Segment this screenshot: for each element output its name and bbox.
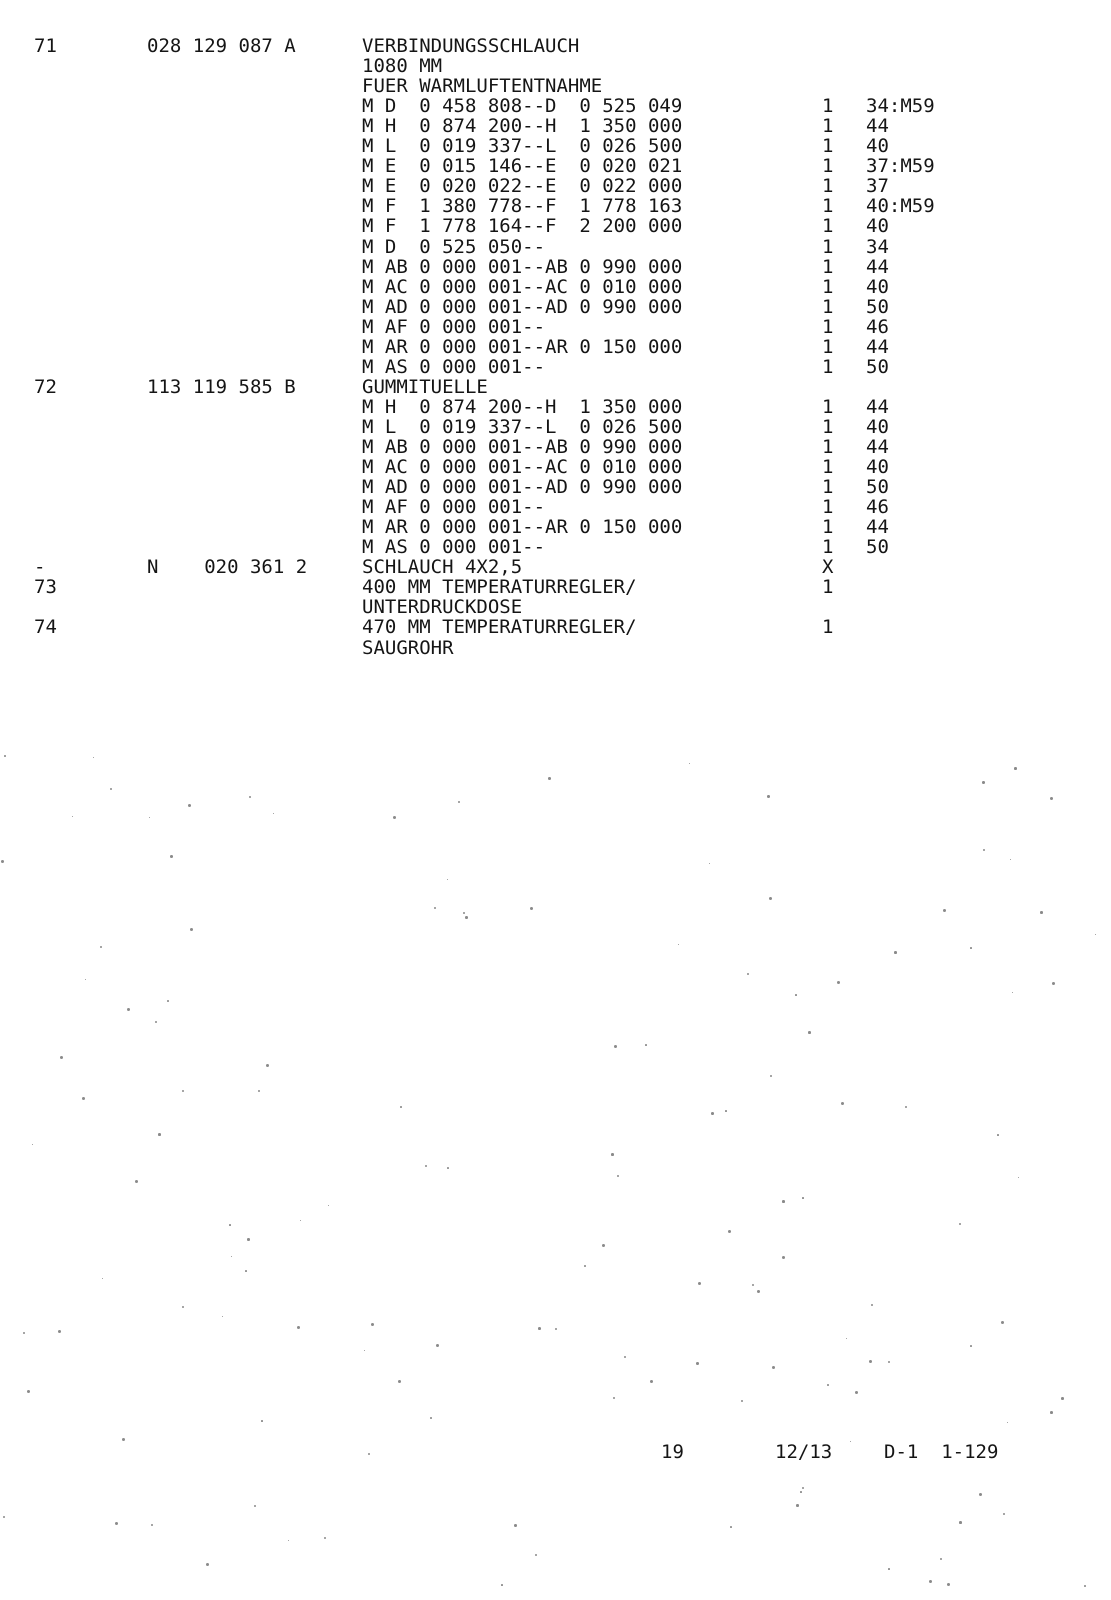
- scan-speck: [769, 897, 772, 900]
- scan-speck: [837, 981, 840, 984]
- scan-speck: [741, 1400, 743, 1402]
- scan-speck: [247, 1238, 250, 1241]
- scan-speck: [943, 909, 946, 912]
- scan-speck: [770, 1075, 772, 1077]
- row-position-number: 73: [34, 576, 57, 599]
- scan-speck: [72, 816, 73, 817]
- table-row: [0, 497, 1111, 517]
- scan-speck: [288, 1540, 289, 1541]
- row-quantity: 1: [822, 95, 834, 118]
- scan-speck: [1012, 992, 1013, 993]
- row-quantity: 1: [822, 476, 834, 499]
- scan-speck: [85, 979, 86, 980]
- row-quantity: 1: [822, 295, 834, 318]
- row-remark: 37:M59: [866, 155, 935, 178]
- scan-speck: [434, 907, 436, 909]
- table-row: [0, 357, 1111, 377]
- row-remark: 44: [866, 516, 889, 539]
- scan-speck: [800, 1491, 802, 1493]
- table-row: [0, 517, 1111, 537]
- row-remark: 44: [866, 335, 889, 358]
- table-row: [0, 216, 1111, 236]
- table-row: [0, 96, 1111, 116]
- row-remark: 44: [866, 115, 889, 138]
- scan-speck: [689, 763, 690, 764]
- table-row: [0, 577, 1111, 597]
- scan-speck: [328, 1205, 329, 1206]
- row-description: FUER WARMLUFTENTNAHME: [362, 75, 603, 98]
- scan-speck: [802, 1487, 804, 1489]
- scan-speck: [1040, 911, 1043, 914]
- scan-speck: [796, 1504, 799, 1507]
- scan-speck: [514, 1524, 517, 1527]
- scan-speck: [190, 928, 193, 931]
- row-quantity: 1: [822, 536, 834, 559]
- scan-speck: [772, 1366, 775, 1369]
- table-row: [0, 437, 1111, 457]
- scan-speck: [782, 1256, 785, 1259]
- row-remark: 40:M59: [866, 195, 935, 218]
- scan-speck: [273, 813, 274, 814]
- table-row: [0, 116, 1111, 136]
- row-description: M D 0 458 808--D 0 525 049: [362, 95, 683, 118]
- row-description: M AF 0 000 001--: [362, 496, 546, 519]
- scan-speck: [841, 1102, 844, 1105]
- scan-speck: [888, 1361, 890, 1363]
- scan-speck: [300, 1220, 301, 1221]
- row-description: M AD 0 000 001--AD 0 990 000: [362, 295, 683, 318]
- table-row: [0, 136, 1111, 156]
- scan-speck: [535, 1554, 537, 1556]
- table-row: [0, 317, 1111, 337]
- table-row: [0, 176, 1111, 196]
- scan-speck: [258, 1090, 260, 1092]
- scan-speck: [1050, 797, 1053, 800]
- scan-speck: [1095, 934, 1096, 935]
- row-description: M AR 0 000 001--AR 0 150 000: [362, 335, 683, 358]
- table-row: [0, 457, 1111, 477]
- scan-speck: [222, 1316, 223, 1317]
- row-remark: 34:M59: [866, 95, 935, 118]
- row-description: 470 MM TEMPERATURREGLER/: [362, 616, 637, 639]
- scan-speck: [149, 817, 150, 818]
- row-description: M F 1 778 164--F 2 200 000: [362, 215, 683, 238]
- row-description: SCHLAUCH 4X2,5: [362, 556, 523, 579]
- scan-speck: [1052, 982, 1055, 985]
- scan-speck: [947, 1583, 950, 1586]
- table-row: [0, 397, 1111, 417]
- scan-speck: [4, 755, 6, 757]
- scan-speck: [127, 1008, 130, 1011]
- row-quantity: 1: [822, 315, 834, 338]
- row-remark: 40: [866, 135, 889, 158]
- row-remark: 44: [866, 436, 889, 458]
- scan-speck: [151, 1524, 153, 1526]
- scan-speck: [1018, 1177, 1019, 1178]
- row-description: M E 0 020 022--E 0 022 000: [362, 175, 683, 198]
- scan-speck: [602, 1244, 605, 1247]
- row-description: M AB 0 000 001--AB 0 990 000: [362, 436, 683, 458]
- scan-speck: [929, 1580, 932, 1583]
- scan-speck: [249, 796, 251, 798]
- scan-speck: [135, 1180, 138, 1183]
- scan-speck: [698, 1282, 701, 1285]
- row-description: M E 0 015 146--E 0 020 021: [362, 155, 683, 178]
- scan-speck: [463, 912, 465, 914]
- row-position-number: 72: [34, 375, 57, 398]
- row-part-number: 113 119 585 B: [147, 375, 296, 398]
- row-quantity: 1: [822, 115, 834, 138]
- scan-speck: [158, 1133, 161, 1136]
- row-description: GUMMITUELLE: [362, 375, 488, 398]
- scan-speck: [624, 1356, 626, 1358]
- row-description: M AC 0 000 001--AC 0 010 000: [362, 456, 683, 479]
- row-remark: 40: [866, 275, 889, 298]
- row-description: M AS 0 000 001--: [362, 536, 546, 559]
- scan-speck: [93, 757, 94, 758]
- row-description: M AF 0 000 001--: [362, 315, 546, 338]
- scan-speck: [650, 1380, 653, 1383]
- scan-speck: [611, 1153, 614, 1156]
- row-quantity: 1: [822, 255, 834, 278]
- table-row: [0, 377, 1111, 397]
- scan-speck: [182, 1090, 184, 1092]
- row-quantity: 1: [822, 175, 834, 198]
- row-remark: 50: [866, 355, 889, 378]
- scan-speck: [982, 781, 985, 784]
- row-quantity: 1: [822, 395, 834, 418]
- scan-speck: [827, 1384, 829, 1386]
- table-row: [0, 257, 1111, 277]
- scan-speck: [229, 1224, 231, 1226]
- scan-speck: [1007, 1422, 1008, 1423]
- scan-speck: [364, 1350, 365, 1351]
- scan-speck: [747, 973, 749, 975]
- row-part-number: N 020 361 2: [147, 556, 308, 579]
- row-description: M AR 0 000 001--AR 0 150 000: [362, 516, 683, 539]
- row-quantity: 1: [822, 355, 834, 378]
- scan-speck: [1014, 767, 1017, 770]
- scan-speck: [458, 801, 460, 803]
- row-remark: 44: [866, 255, 889, 278]
- row-quantity: X: [822, 556, 834, 579]
- row-description: M H 0 874 200--H 1 350 000: [362, 395, 683, 418]
- scan-speck: [1050, 1411, 1053, 1414]
- scan-speck: [170, 855, 173, 858]
- scan-speck: [548, 777, 551, 780]
- row-quantity: 1: [822, 155, 834, 178]
- table-row: [0, 337, 1111, 357]
- scan-speck: [27, 1390, 30, 1393]
- row-remark: 40: [866, 415, 889, 438]
- scan-speck: [614, 1045, 617, 1048]
- scan-speck: [711, 1112, 714, 1115]
- scan-speck: [167, 1000, 169, 1002]
- row-description: M F 1 380 778--F 1 778 163: [362, 195, 683, 218]
- scan-speck: [400, 1106, 402, 1108]
- row-quantity: 1: [822, 275, 834, 298]
- row-description: M L 0 019 337--L 0 026 500: [362, 415, 683, 438]
- row-position-number: 74: [34, 616, 57, 639]
- footer-document-code: D-1 1-129: [884, 1441, 999, 1463]
- row-description: M AD 0 000 001--AD 0 990 000: [362, 476, 683, 499]
- row-remark: 40: [866, 456, 889, 479]
- table-row: [0, 156, 1111, 176]
- row-quantity: 1: [822, 415, 834, 438]
- scan-speck: [82, 1097, 85, 1100]
- table-row: [0, 537, 1111, 557]
- scan-speck: [1061, 1397, 1064, 1400]
- scan-speck: [60, 1056, 63, 1059]
- row-position-number: 71: [34, 35, 57, 57]
- scan-speck: [752, 1284, 754, 1286]
- scan-speck: [23, 1332, 25, 1334]
- scan-speck: [530, 907, 533, 910]
- scan-speck: [110, 788, 112, 790]
- scan-speck: [905, 1106, 907, 1108]
- row-remark: 46: [866, 315, 889, 338]
- scan-speck: [795, 994, 797, 996]
- scan-speck: [802, 1197, 804, 1199]
- scan-speck: [231, 1256, 232, 1257]
- scan-speck: [430, 1417, 432, 1419]
- scan-speck: [465, 916, 468, 919]
- table-row: [0, 638, 1111, 658]
- row-remark: 50: [866, 536, 889, 559]
- scan-speck: [1084, 1585, 1086, 1587]
- row-remark: 50: [866, 295, 889, 318]
- scan-speck: [1, 860, 4, 863]
- scan-speck: [115, 1522, 118, 1525]
- scan-speck: [617, 1175, 619, 1177]
- scan-speck: [696, 1362, 699, 1365]
- scan-speck: [1003, 1513, 1005, 1515]
- scan-speck: [613, 1397, 615, 1399]
- row-quantity: 1: [822, 215, 834, 238]
- scan-speck: [102, 1278, 103, 1279]
- scan-speck: [188, 804, 191, 807]
- scan-speck: [398, 1380, 401, 1383]
- scan-speck: [846, 1338, 847, 1339]
- row-description: UNTERDRUCKDOSE: [362, 596, 523, 619]
- row-remark: 40: [866, 215, 889, 238]
- footer-page-number: 19: [661, 1441, 684, 1463]
- row-quantity: 1: [822, 496, 834, 519]
- scan-speck: [182, 1306, 184, 1308]
- scan-speck: [1010, 859, 1011, 860]
- scan-speck: [436, 1344, 439, 1347]
- scan-speck: [297, 1326, 300, 1329]
- scan-speck: [730, 1526, 732, 1528]
- table-row: [0, 617, 1111, 637]
- scan-speck: [245, 1270, 247, 1272]
- row-quantity: 1: [822, 436, 834, 458]
- row-quantity: 1: [822, 235, 834, 258]
- scan-speck: [1001, 1321, 1004, 1324]
- row-description: M L 0 019 337--L 0 026 500: [362, 135, 683, 158]
- row-description: M AB 0 000 001--AB 0 990 000: [362, 255, 683, 278]
- row-quantity: 1: [822, 195, 834, 218]
- scan-speck: [959, 1521, 962, 1524]
- row-quantity: 1: [822, 335, 834, 358]
- table-row: [0, 297, 1111, 317]
- scan-speck: [767, 795, 770, 798]
- row-description: 1080 MM: [362, 55, 443, 78]
- scan-speck: [254, 1505, 256, 1507]
- row-remark: 50: [866, 476, 889, 499]
- row-description: M AS 0 000 001--: [362, 355, 546, 378]
- scan-speck: [447, 1167, 449, 1169]
- row-quantity: 1: [822, 135, 834, 158]
- scan-speck: [393, 816, 396, 819]
- table-row: [0, 56, 1111, 76]
- scan-speck: [970, 1345, 972, 1347]
- table-row: [0, 277, 1111, 297]
- scan-speck: [725, 1110, 727, 1112]
- row-part-number: 028 129 087 A: [147, 35, 296, 57]
- scan-speck: [782, 1200, 785, 1203]
- scan-speck: [894, 951, 897, 954]
- row-quantity: 1: [822, 616, 834, 639]
- row-remark: 44: [866, 395, 889, 418]
- table-row: [0, 196, 1111, 216]
- scan-speck: [425, 1165, 427, 1167]
- scan-speck: [728, 1230, 731, 1233]
- scan-speck: [645, 1044, 647, 1046]
- scan-speck: [871, 1304, 873, 1306]
- row-remark: 37: [866, 175, 889, 198]
- footer-sheet: 12/13: [775, 1441, 833, 1463]
- row-description: SAUGROHR: [362, 636, 454, 659]
- scan-speck: [100, 946, 102, 948]
- row-description: M H 0 874 200--H 1 350 000: [362, 115, 683, 138]
- row-description: 400 MM TEMPERATURREGLER/: [362, 576, 637, 599]
- scan-speck: [940, 1558, 942, 1560]
- row-quantity: 1: [822, 456, 834, 479]
- scan-speck: [979, 1493, 982, 1496]
- scan-speck: [371, 1323, 374, 1326]
- scan-speck: [855, 1391, 858, 1394]
- scan-speck: [122, 1438, 125, 1441]
- scan-speck: [555, 1328, 557, 1330]
- scan-speck: [155, 1021, 157, 1023]
- row-description: M AC 0 000 001--AC 0 010 000: [362, 275, 683, 298]
- scan-speck: [58, 1330, 61, 1333]
- scan-speck: [959, 1223, 961, 1225]
- row-position-number: -: [34, 556, 46, 579]
- scan-speck: [983, 849, 985, 851]
- scan-speck: [869, 1360, 872, 1363]
- table-row: [0, 237, 1111, 257]
- page-footer: [0, 1442, 1111, 1464]
- scan-speck: [261, 1420, 263, 1422]
- scan-speck: [997, 1134, 999, 1136]
- scan-speck: [678, 944, 679, 945]
- scan-speck: [757, 1290, 760, 1293]
- scan-speck: [709, 863, 710, 864]
- row-description: VERBINDUNGSSCHLAUCH: [362, 35, 580, 57]
- scan-speck: [266, 1064, 269, 1067]
- table-row: [0, 76, 1111, 96]
- table-row: [0, 417, 1111, 437]
- scan-speck: [501, 1584, 503, 1586]
- table-row: [0, 597, 1111, 617]
- scan-speck: [368, 1453, 370, 1455]
- row-remark: 46: [866, 496, 889, 519]
- scan-speck: [324, 1537, 326, 1539]
- scan-speck: [447, 879, 448, 880]
- table-row: [0, 557, 1111, 577]
- scan-speck: [538, 1327, 541, 1330]
- row-description: M D 0 525 050--: [362, 235, 546, 258]
- scan-speck: [888, 1568, 890, 1570]
- table-row: [0, 477, 1111, 497]
- row-remark: 34: [866, 235, 889, 258]
- row-quantity: 1: [822, 576, 834, 599]
- scan-speck: [584, 1265, 586, 1267]
- scan-speck: [206, 1563, 209, 1566]
- scan-speck: [808, 1031, 811, 1034]
- scan-speck: [32, 1144, 33, 1145]
- table-row: [0, 36, 1111, 56]
- scan-speck: [970, 947, 972, 949]
- row-quantity: 1: [822, 516, 834, 539]
